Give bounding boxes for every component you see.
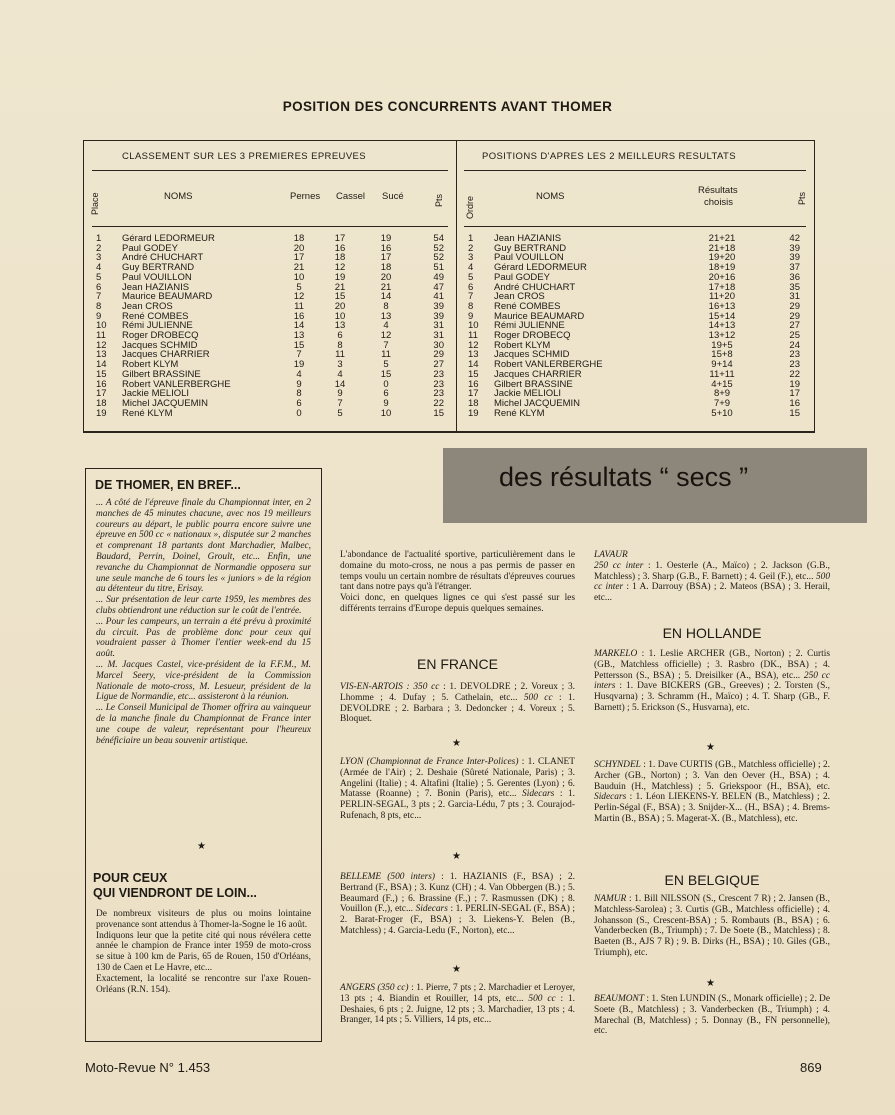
table-cell: 17+18 [708,281,736,293]
names-header: NOMS [164,191,193,202]
table-cell: Jacques CHARRIER [122,349,210,361]
table-cell: 4 [337,368,343,380]
table-cell: 11+20 [709,291,735,303]
sidebar-title: DE THOMER, EN BREF... [95,478,241,492]
separator-star: ★ [452,738,461,749]
table-cell: Guy BERTRAND [494,242,567,254]
separator-star: ★ [197,841,206,852]
table-cell: 8 [296,388,302,400]
result-block: BEAUMONT : 1. Sten LUNDIN (S., Monark officielle) ; 2. De Soete (B., Matchless) ; 3. Vanderbecken (B., Triumph) ; 4. Marechal (B, Matchless) ; 5. Donnay (B., FN personnelle), etc. [594,994,830,1037]
table-cell: 35 [789,281,800,293]
result-block: BELLEME (500 inters) : 1. HAZIANIS (F., BSA) ; 2. Bertrand (F., BSA) ; 3. Kunz (CH) ; 4. Van Obbergen (B.) ; 5. Beaumard (F.,) ; 6. Brassine (F.,) ; 7. Rasmussen (DK) ; 8. Vouillon (F.,), etc... Sidecars : 1. PERLIN-SEGAL (F., BSA) ; 2. Barat-Froger (F., BSA) ; 3. Liekens-Y. Belen (B., Matchless) ; 4. Garcia-Ledu (F., Norton), etc... [340,872,575,936]
table-cell: 23 [433,388,444,400]
table-row [468,409,800,419]
table-cell: 11 [381,349,391,361]
news-paragraph: ... A côté de l'épreuve finale du Championnat inter, en 2 manches de 45 minutes chacune, avec nos 19 meilleurs coureurs au départ, le public pourra encore suivre une épreuve en 500 cc « nationaux », disputée sur 2 manches et comprenant 18 partants dont Marchadier, Malbec, Baudard, Perrin, Doinel, Groult, etc... Enfin, une revanche du Championnat de Normandie opposera sur une seule manche de 6 tours les « juniors » de la région au détenteur du titre, Erisay. [96,498,311,595]
table-cell: Jacques CHARRIER [494,368,582,380]
banner-title: des résultats “ secs ” [499,462,749,492]
table-cell: 52 [433,252,444,264]
table-cell: 15 [96,368,107,380]
table-cell: André CHUCHART [494,281,576,293]
table-cell: 10 [334,310,346,322]
table-cell: 15 [380,368,392,380]
table-cell: 12 [96,339,107,351]
table-cell: 16 [96,378,107,390]
table-cell: 5 [383,359,389,371]
news-paragraph: ... Le Conseil Municipal de Thomer offrira au vainqueur de la manche finale du Championnat de France inter une coupe de valeur, représentant pour l'heureux bénéficiaire un beau souvenir artistique. [96,703,311,746]
page-number: 869 [800,1060,822,1075]
table-cell: 47 [433,281,444,293]
table-cell: Gilbert BRASSINE [494,378,573,390]
table-cell: 15+14 [708,310,736,322]
table-cell: 13 [334,320,346,332]
table-cell: Paul GODEY [494,271,550,283]
table-cell: 17 [96,388,107,400]
table-cell: 12 [334,262,346,274]
table-cell: 14+13 [708,320,736,332]
table-cell: 4 [383,320,389,332]
table-cell: 39 [433,310,444,322]
table-cell: 16 [380,242,392,254]
news-paragraph: ... Pour les campeurs, un terrain a été prévu à proximité du circuit. Pas de problème donc pour ceux qui voudraient passer à Thomer l'entier week-end du 15 août. [96,616,311,660]
section-title-france: EN FRANCE [417,656,498,672]
result-block: LAVAUR 250 cc inter : 1. Oesterle (A., Maïco) ; 2. Jackson (G.B., Matchless) ; 3. Sharp (G.B., F. Barnett) ; 4. Geil (F.), etc... 500 cc inter : 1 A. Darrouy (BSA) ; 2. Mateos (BSA) ; 3. Herail, etc... [594,550,831,604]
table-cell: 21 [334,281,346,293]
table-cell: 8 [468,300,474,312]
table-cell: 23 [433,368,444,380]
table-cell: 17 [468,388,479,400]
table-cell: 20 [380,271,392,283]
table-cell: Roger DROBECQ [494,330,571,342]
travel-paragraph: Indiquons leur que la petite cité qui nous révélera cette année le champion de France inter 1959 de moto-cross se situe à 100 km de Paris, 65 de Rouen, 150 d'Orléans, 130 de Caen et Le Havre, etc... [96,930,311,973]
table-cell: 9 [468,310,474,322]
place-header: Place [90,192,100,215]
table-cell: Robert KLYM [494,339,551,351]
table-cell: 9+14 [711,359,733,371]
table-cell: 15+8 [711,349,733,361]
table-cell: 14 [96,359,107,371]
table-cell: 12 [468,339,479,351]
table-cell: 21+21 [708,233,736,244]
rule [92,226,448,227]
table-cell: 23 [433,378,444,390]
table-cell: 10 [96,320,107,332]
right-pts-header: Pts [797,191,807,205]
table-cell: 16 [334,242,346,254]
intro-text [340,550,575,615]
table-cell: 15 [468,368,479,380]
table-cell: 9 [383,397,389,409]
table-cell: 51 [433,262,444,274]
table-cell: 8+9 [713,388,731,400]
table-cell: 23 [789,359,800,371]
table-cell: 12 [293,291,305,303]
table-cell: 9 [96,310,102,322]
table-cell: 19 [293,359,305,371]
table-cell: Gilbert BRASSINE [122,368,201,380]
table-cell: Robert VANLERBERGHE [494,359,603,371]
suce-header: Sucé [382,191,404,202]
table-cell: André CHUCHART [122,252,204,264]
pernes-header: Pernes [290,191,321,202]
table-cell: 4 [96,262,102,274]
table-cell: 6 [296,397,302,409]
table-cell: 5 [96,271,102,283]
results-header-2: choisis [704,197,734,208]
standings-table [83,140,815,433]
table-cell: 11 [294,300,304,312]
left-standings [96,234,444,418]
table-cell: 16 [293,310,305,322]
table-cell: 31 [433,330,444,342]
table-cell: 17 [293,252,305,264]
table-cell: 20+16 [708,271,736,283]
right-names-header: NOMS [536,191,565,202]
table-cell: 6 [383,388,389,400]
table-cell: 16+13 [708,300,736,312]
table-cell: 6 [337,330,343,342]
table-cell: 30 [433,339,444,351]
table-cell: Michel JACQUEMIN [122,397,209,409]
table-cell: 19+5 [711,339,733,351]
table-cell: 4 [296,368,302,380]
table-cell: Gérard LEDORMEUR [122,233,215,244]
table-cell: 13+12 [708,330,736,342]
table-cell: 10 [293,271,305,283]
table-cell: 14 [293,320,305,332]
table-cell: 52 [433,242,444,254]
table-cell: 27 [789,320,800,332]
table-cell: 29 [789,300,800,312]
table-cell: 54 [433,233,444,244]
table-cell: Jean CROS [494,291,545,303]
table-cell: 3 [337,359,343,371]
table-cell: 6 [96,281,102,293]
table-cell: 24 [789,339,800,351]
table-cell: 29 [789,310,800,322]
table-cell: 4+15 [711,378,733,390]
separator-star: ★ [452,964,461,975]
table-cell: 15 [293,339,305,351]
cassel-header: Cassel [336,191,366,202]
result-block: NAMUR : 1. Bill NILSSON (S., Crescent 7 R) ; 2. Jansen (B., Matchless-Sarolea) ; 3. Curtis (GB., Matchless officielle) ; 4. Johansson (S., Crescent-BSA) ; 5. Rombauts (B., BSA) ; 6. Vanderbecken (B., Triumph) ; 7. De Soete (B., Matchless) ; 8. Baeten (B., AJS 7 R) ; 9. B. Dirks (H., BSA) ; 10. Giles (GB., Triumph), etc. [594,894,830,958]
rule [464,170,806,171]
table-cell: 17 [334,233,346,244]
left-table-subtitle: CLASSEMENT SUR LES 3 PREMIERES EPREUVES [122,151,367,162]
table-cell: 9 [337,388,343,400]
table-cell: Gérard LEDORMEUR [494,262,587,274]
table-cell: 15 [334,291,346,303]
result-block: VIS-EN-ARTOIS : 350 cc : 1. DEVOLDRE ; 2. Voreux ; 3. Lhomme ; 4. Dufay ; 5. Cathelain, etc... 500 cc : 1. DEVOLDRE ; 2. Barbara ; 3. Dedoncker ; 4. Voreux ; 5. Bloquet. [340,682,576,725]
section-title-belgium: EN BELGIQUE [664,872,760,888]
table-cell: 5 [296,281,302,293]
result-block: SCHYNDEL : 1. Dave CURTIS (GB., Matchless officielle) ; 2. Archer (GB., Norton) ; 3. Van den Oever (H., BSA) ; 4. Bauduin (H., Matchless) ; 5. Griekspoor (H., BSA), etc. Sidecars : 1. Léon LIEKENS-Y. BELEN (B., Matchless) ; 2. Perlin-Ségal (F., BSA) ; 3. Snijder-X... (H., BSA) ; 4. Brems-Martin (B., BSA) ; 5. Magerat-X. (B., Matchless), etc. [594,760,830,824]
table-cell: 2 [468,242,474,254]
sidebar-box [85,468,322,1042]
table-cell: 18 [293,233,305,244]
table-cell: Rémi JULIENNE [122,320,193,332]
separator-star: ★ [706,742,715,753]
table-cell: 3 [468,252,474,264]
rule [464,226,806,227]
table-cell: 41 [433,291,444,303]
table-cell: 42 [789,233,800,244]
table-cell: 27 [433,359,444,371]
table-cell: 36 [789,271,800,283]
table-cell: 18 [468,397,479,409]
table-cell: 7 [383,339,389,351]
table-cell: 8 [337,339,343,351]
table-cell: Jackie MELIOLI [494,388,562,400]
table-cell: 12 [380,330,392,342]
table-cell: 39 [433,300,444,312]
table-cell: 11 [468,330,478,342]
table-cell: 14 [334,378,346,390]
table-cell: 13 [380,310,392,322]
table-cell: 5 [468,271,474,283]
banner [443,448,867,523]
table-cell: 18 [96,397,107,409]
table-cell: 19 [334,271,346,283]
table-cell: 39 [789,252,800,264]
table-cell: Jacques SCHMID [122,339,198,351]
section-title-holland: EN HOLLANDE [662,625,762,641]
table-cell: 14 [380,291,392,303]
table-cell: 23 [789,349,800,361]
table-cell: Maurice BEAUMARD [494,310,585,322]
table-cell: Robert KLYM [122,359,179,371]
table-cell: 16 [468,378,479,390]
table-row [96,409,444,419]
news-paragraph: ... Sur présentation de leur carte 1959, les membres des clubs obtiendront une réduction sur le coût de l'entrée. [96,595,311,616]
table-cell: 6 [468,281,474,293]
table-cell: 8 [96,300,102,312]
table-cell: 49 [433,271,444,283]
table-cell: Rémi JULIENNE [494,320,565,332]
table-cell: Jean HAZIANIS [122,281,190,293]
table-cell: 0 [383,378,389,390]
intro-paragraph: Voici donc, en quelques lignes ce qui s'est passé sur les différents terrains d'Europe depuis quelques semaines. [340,593,575,614]
table-cell: 13 [96,349,107,361]
result-block: ANGERS (350 cc) : 1. Pierre, 7 pts ; 2. Marchadier et Leroyer, 13 pts ; 4. Biandin et Rouiller, 14 pts, etc... 500 cc : 1. Deshaies, 6 pts ; 2. Juigne, 12 pts ; 3. Marchadier, 13 pts ; 4. Branger, 14 pts ; 5. Villiers, 14 pts, etc... [340,983,576,1026]
table-cell: 25 [789,330,800,342]
table-cell: 8 [383,300,389,312]
right-standings [468,234,800,418]
table-cell: 5 [337,407,343,419]
table-cell: 19 [468,407,479,419]
table-cell: 21 [293,262,305,274]
table-cell: 18 [334,252,346,264]
table-cell: Jean HAZIANIS [494,233,562,244]
table-cell: 22 [433,397,444,409]
table-cell: Guy BERTRAND [122,262,195,274]
table-cell: Michel JACQUEMIN [494,397,581,409]
table-cell: Jean CROS [122,300,173,312]
rule [92,170,448,171]
table-cell: 18 [380,262,392,274]
sidebar-news [96,498,311,746]
table-cell: 15 [789,407,800,419]
sidebar-travel [96,909,311,995]
table-cell: 0 [296,407,302,419]
results-header: Résultats [698,185,738,196]
table-cell: 10 [468,320,479,332]
table-cell: 19+20 [708,252,736,264]
table-cell: 1 [468,233,474,244]
magazine-footer: Moto-Revue N° 1.453 [85,1060,211,1075]
table-cell: 14 [468,359,479,371]
table-cell: Jackie MELIOLI [122,388,190,400]
sidebar-title-2-line-1: POUR CEUX [93,871,168,885]
table-cell: Paul VOUILLON [122,271,192,283]
table-cell: 7+9 [713,397,731,409]
table-cell: 20 [334,300,346,312]
table-cell: 29 [433,349,444,361]
table-cell: René COMBES [122,310,189,322]
table-cell: René KLYM [122,407,173,419]
table-cell: 7 [337,397,343,409]
ordre-header: Ordre [465,195,475,219]
table-cell: 17 [789,388,800,400]
table-divider [456,141,457,431]
table-cell: René KLYM [494,407,545,419]
table-cell: 20 [293,242,305,254]
table-cell: 19 [96,407,107,419]
table-cell: 11 [335,349,345,361]
table-cell: 21+18 [708,242,736,254]
table-cell: 18+19 [708,262,736,274]
table-cell: 10 [380,407,392,419]
table-cell: 5+10 [711,407,733,419]
table-cell: Jacques SCHMID [494,349,570,361]
separator-star: ★ [706,978,715,989]
table-cell: 11 [96,330,106,342]
table-cell: Paul VOUILLON [494,252,564,264]
table-cell: Roger DROBECQ [122,330,199,342]
table-cell: Maurice BEAUMARD [122,291,213,303]
table-cell: 19 [789,378,800,390]
news-paragraph: ... M. Jacques Castel, vice-président de la F.F.M., M. Marcel Seery, vice-président de la Commission Nationale de moto-cross, M. Lesueur, président de la Ligue de Normandie, etc... assisteront à la réunion. [96,659,311,703]
table-cell: 7 [96,291,102,303]
table-cell: 1 [96,233,102,244]
table-cell: 31 [789,291,800,303]
table-cell: 15 [433,407,444,419]
travel-paragraph: De nombreux visiteurs de plus ou moins lointaine provenance sont attendus à Thomer-la-Sogne le 16 août. [96,909,311,930]
table-cell: 16 [789,397,800,409]
result-block: MARKELO : 1. Leslie ARCHER (GB., Norton) ; 2. Curtis (GB., Matchless officielle) ; 3. Rasbro (DK., BSA) ; 4. Pettersson (S., BSA) ; 5. Dreisilker (A., BSA), etc... 250 cc inters : 1. Dave BICKERS (GB., Greeves) ; 2. Torsten (S., Husqvarna) ; 3. Schramm (H., Maïco) ; 4. T. Sharp (GB., F. Barnett) ; 5. Erickson (S., Husvarna), etc. [594,649,830,713]
result-block: LYON (Championnat de France Inter-Polices) : 1. CLANET (Armée de l'Air) ; 2. Deshaie (Sûreté Nationale, Paris) ; 3. Angelini (Italie) ; 4. Altafini (Italie) ; 5. Gerentes (Lyon) ; 6. Matasse (Roanne) ; 7. Bonin (Paris), etc... Sidecars : 1. PERLIN-SEGAL, 3 pts ; 2. Garcia-Lédu, 7 pts ; 3. Courajod-Rufenach, 8 pts, etc... [340,757,576,821]
table-cell: 19 [380,233,392,244]
table-cell: 9 [296,378,302,390]
table-cell: 4 [468,262,474,274]
sidebar-title-2-line-2: QUI VIENDRONT DE LOIN... [93,886,257,900]
right-table-subtitle: POSITIONS D'APRES LES 2 MEILLEURS RESULTATS [482,151,736,162]
table-cell: 21 [380,281,392,293]
table-cell: 2 [96,242,102,254]
table-cell: Robert VANLERBERGHE [122,378,231,390]
table-cell: 39 [789,242,800,254]
table-cell: Paul GODEY [122,242,178,254]
page-heading: POSITION DES CONCURRENTS AVANT THOMER [282,99,613,114]
intro-paragraph: L'abondance de l'actualité sportive, particulièrement dans le domaine du moto-cross, ne nous a pas permis de passer en temps voulu un certain nombre de résultats d'épreuves courues tant dans notre pays qu'à l'étranger. [340,550,575,593]
table-cell: 7 [296,349,302,361]
pts-header: Pts [434,193,444,207]
table-cell: 22 [789,368,800,380]
table-cell: 37 [789,262,800,274]
table-cell: 13 [468,349,479,361]
table-cell: 7 [468,291,474,303]
separator-star: ★ [452,851,461,862]
table-cell: 17 [380,252,392,264]
travel-paragraph: Exactement, la localité se rencontre sur l'axe Rouen-Orléans (R.N. 154). [96,973,311,995]
table-cell: 3 [96,252,102,264]
table-cell: 31 [433,320,444,332]
table-cell: 11+11 [709,368,735,380]
table-cell: René COMBES [494,300,561,312]
table-cell: 13 [293,330,305,342]
